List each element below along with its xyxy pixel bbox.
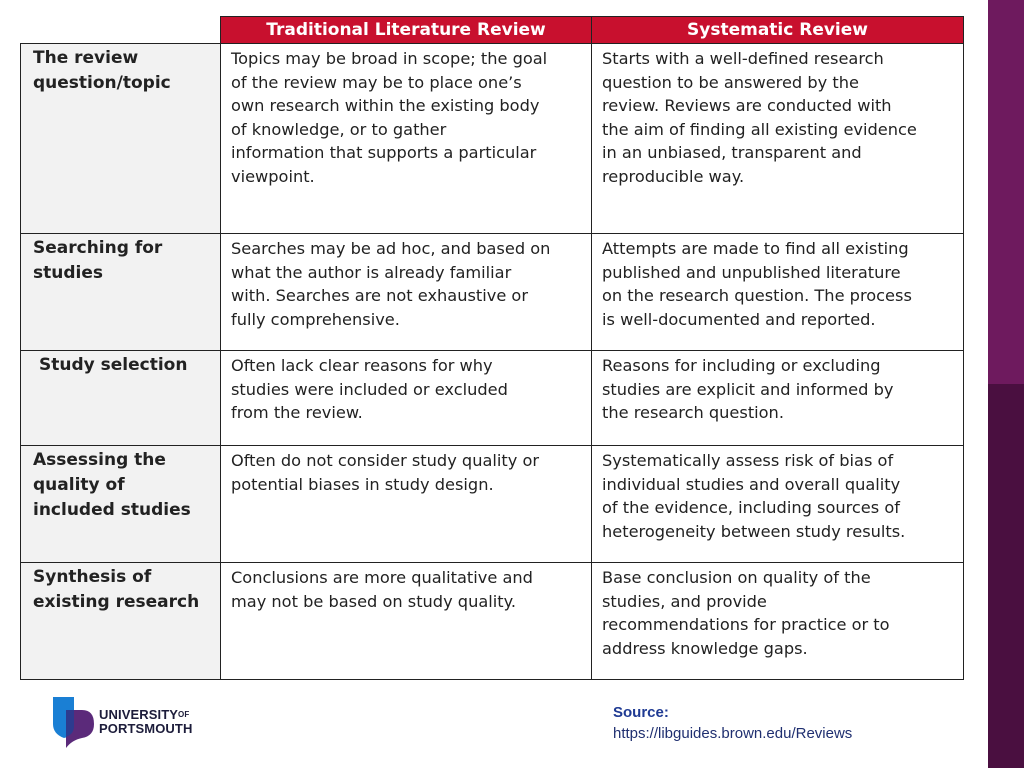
cell-line: Base conclusion on quality of the [602,568,871,587]
cell-line: individual studies and overall quality [602,474,901,494]
cell-line: recommendations for practice or to [602,615,890,634]
university-name [99,708,192,736]
logo-of: OF [178,710,190,719]
cell-line: Conclusions are more qualitative and [231,568,533,587]
systematic-cell-assessing-quality [592,446,964,563]
cell-line: from the review. [231,403,363,422]
cell-line: in an unbiased, transparent and [602,143,862,162]
cell-line: published and unpublished literature [602,262,901,282]
row-header-line: quality of [33,475,125,495]
cell-line: of the evidence, including sources of [602,498,900,517]
cell-line: Reasons for including or excluding [602,356,881,375]
cell-line: Searches may be ad hoc, and based on [231,239,551,258]
header-blank-cell [21,17,221,44]
cell-line: of the review may be to place one’s [231,72,522,92]
cell-line: is well-documented and reported. [602,309,876,329]
cell-line: information that supports a particular [231,143,537,162]
cell-line: potential biases in study design. [231,474,494,494]
traditional-cell-assessing-quality [221,446,592,563]
cell-line: with. Searches are not exhaustive or [231,286,528,305]
cell-line: viewpoint. [231,166,315,186]
cell-line: Often do not consider study quality or [231,451,539,470]
row-header-line: existing research [33,592,200,612]
cell-line: fully comprehensive. [231,309,400,329]
row-header-line: included studies [33,500,191,520]
cell-line: studies, and provide [602,591,767,611]
cell-line: review. Reviews are conducted with [602,96,892,115]
cell-line: Attempts are made to find all existing [602,239,909,258]
traditional-cell-review-question [221,44,592,234]
cell-line: question to be answered by the [602,72,859,92]
source-citation [613,702,852,744]
row-header-assessing-quality [21,446,221,563]
row-header-line: Assessing the [33,450,166,470]
table-row [21,234,964,351]
cell-line: reproducible way. [602,166,745,186]
header-systematic-review: Systematic Review [592,17,964,44]
logo-line-2: PORTSMOUTH [99,721,193,736]
cell-line: the aim of finding all existing evidence [602,119,917,139]
row-header-searching [21,234,221,351]
systematic-cell-study-selection [592,351,964,446]
cell-line: address knowledge gaps. [602,638,808,658]
row-header-line: question/topic [33,73,171,93]
cell-line: what the author is already familiar [231,262,512,282]
cell-line: the research question. [602,403,784,422]
systematic-cell-review-question [592,44,964,234]
cell-line: on the research question. The process [602,286,912,305]
table-row [21,563,964,680]
side-bar-accent-bottom [988,384,1024,768]
row-header-line: The review [33,48,139,68]
traditional-cell-synthesis [221,563,592,680]
cell-line: may not be based on study quality. [231,591,517,611]
source-link[interactable]: https://libguides.brown.edu/Reviews [613,725,853,742]
cell-line: heterogeneity between study results. [602,521,906,541]
traditional-cell-searching [221,234,592,351]
header-traditional-review: Traditional Literature Review [221,17,592,44]
table-row [21,351,964,446]
systematic-cell-synthesis [592,563,964,680]
cell-line: studies were included or excluded [231,379,508,399]
row-header-line: studies [33,263,103,283]
table-header-row [21,17,964,44]
logo-line-1: UNIVERSITY [99,707,179,722]
cell-line: studies are explicit and informed by [602,379,894,399]
comparison-table [20,16,964,680]
row-header-study-selection [21,351,221,446]
cell-line: Starts with a well-defined research [602,49,884,68]
row-header-line: Study selection [39,355,188,375]
row-header-line: Searching for [33,238,163,258]
source-label: Source: [613,704,669,721]
table-row [21,446,964,563]
systematic-cell-searching [592,234,964,351]
side-bar-accent-top [988,0,1024,384]
cell-line: own research within the existing body [231,96,540,115]
row-header-review-question [21,44,221,234]
traditional-cell-study-selection [221,351,592,446]
row-header-synthesis [21,563,221,680]
cell-line: Topics may be broad in scope; the goal [231,49,548,68]
university-shield-icon [52,696,96,752]
cell-line: Often lack clear reasons for why [231,356,493,375]
cell-line: of knowledge, or to gather [231,119,447,139]
row-header-line: Synthesis of [33,567,152,587]
cell-line: Systematically assess risk of bias of [602,451,894,470]
table-row [21,44,964,234]
